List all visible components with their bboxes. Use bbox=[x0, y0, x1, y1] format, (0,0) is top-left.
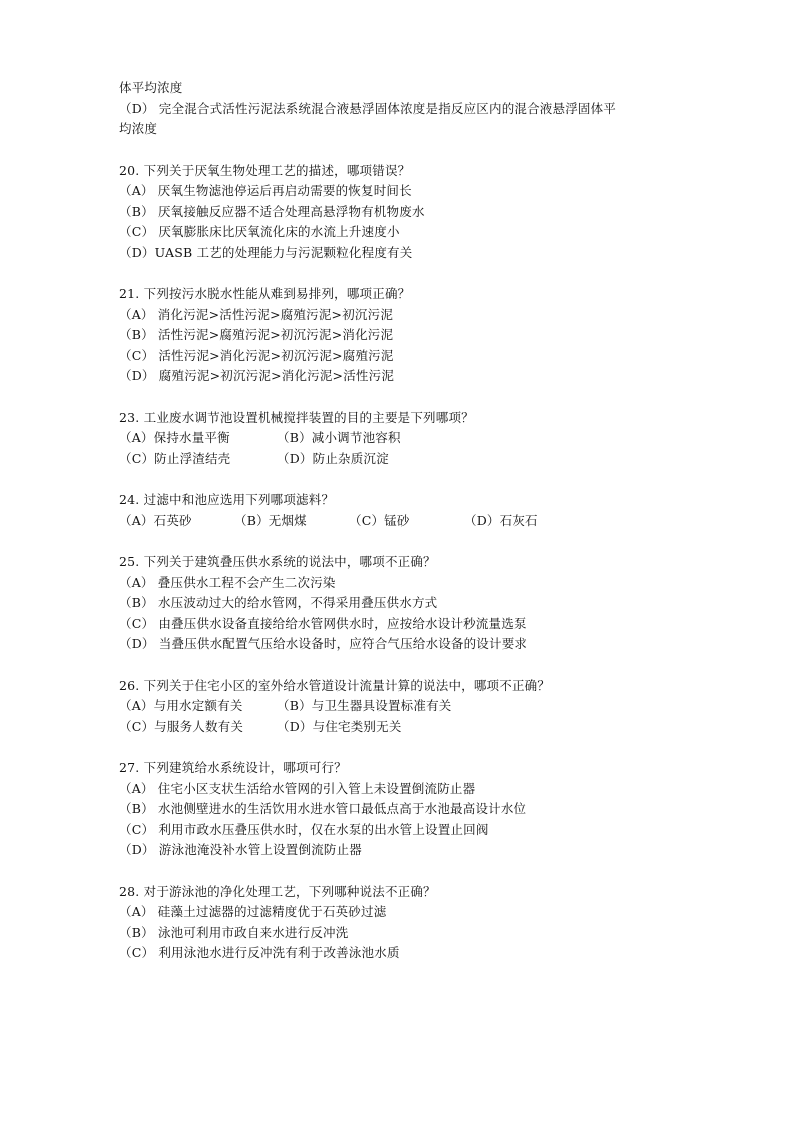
spacer bbox=[119, 655, 679, 676]
question-option: （B）减小调节池容积 bbox=[277, 430, 401, 445]
question-option: （C）与服务人数有关 bbox=[119, 718, 244, 734]
question-option: （C） 利用市政水压叠压供水时，仅在水泵的出水管上设置止回阀 bbox=[119, 821, 489, 837]
option-row bbox=[119, 696, 679, 717]
question-option: （B） 水池侧壁进水的生活饮用水进水管口最低点高于水池最高设计水位 bbox=[119, 801, 527, 816]
spacer bbox=[119, 861, 679, 882]
question-option: （D）UASB 工艺的处理能力与污泥颗粒化程度有关 bbox=[119, 244, 413, 260]
question-stem: 21. 下列按污水脱水性能从难到易排列，哪项正确？ bbox=[119, 286, 411, 301]
question-option: （B）无烟煤 bbox=[234, 512, 307, 528]
question-stem: 27. 下列建筑给水系统设计，哪项可行？ bbox=[119, 760, 347, 775]
question-stem: 23. 工业废水调节池设置机械搅拌装置的目的主要是下列哪项？ bbox=[119, 409, 474, 425]
question-option: （A） 叠压供水工程不会产生二次污染 bbox=[119, 574, 336, 590]
question-option: （B） 水压波动过大的给水管网，不得采用叠压供水方式 bbox=[119, 595, 438, 610]
document-body bbox=[119, 78, 679, 964]
question-option: （A） 消化污泥>活性污泥>腐殖污泥>初沉污泥 bbox=[119, 306, 394, 322]
question-option: （D） 腐殖污泥>初沉污泥>消化污泥>活性污泥 bbox=[119, 368, 395, 383]
option-row bbox=[119, 449, 679, 470]
option-row bbox=[119, 511, 679, 532]
question-option: （D）与住宅类别无关 bbox=[277, 718, 402, 734]
question-option: （B）与卫生器具设置标准有关 bbox=[277, 698, 452, 713]
question-option: （C）防止浮渣结壳 bbox=[119, 450, 231, 466]
question-option: （D） 游泳池淹没补水管上设置倒流防止器 bbox=[119, 842, 362, 857]
question-stem: 26. 下列关于住宅小区的室外给水管道设计流量计算的说法中，哪项不正确？ bbox=[119, 677, 551, 693]
option-row bbox=[119, 428, 679, 449]
spacer bbox=[119, 387, 679, 408]
question-option: （D） 当叠压供水配置气压给水设备时，应符合气压给水设备的设计要求 bbox=[119, 636, 528, 651]
question-option: （B） 厌氧接触反应器不适合处理高悬浮物有机物废水 bbox=[119, 203, 425, 219]
question-option: （B） 活性污泥>腐殖污泥>初沉污泥>消化污泥 bbox=[119, 327, 394, 342]
question-option: （A）与用水定额有关 bbox=[119, 698, 243, 713]
question-option: （A） 厌氧生物滤池停运后再启动需要的恢复时间长 bbox=[119, 183, 412, 198]
question-stem: 24. 过滤中和池应选用下列哪项滤料？ bbox=[119, 492, 335, 507]
question-option: （A）保持水量平衡 bbox=[119, 430, 230, 445]
question-option: （A）石英砂 bbox=[119, 512, 192, 528]
question-stem: 28. 对于游泳池的净化处理工艺，下列哪种说法不正确？ bbox=[119, 883, 436, 899]
question-option: （A） 硅藻土过滤器的过滤精度优于石英砂过滤 bbox=[119, 904, 387, 919]
spacer bbox=[119, 737, 679, 758]
question-option: （D）石灰石 bbox=[464, 512, 538, 528]
question-option: （C） 厌氧膨胀床比厌氧流化床的水流上升速度小 bbox=[119, 224, 400, 239]
question-option: （B） 泳池可利用市政自来水进行反冲洗 bbox=[119, 924, 349, 940]
question-option: （D）防止杂质沉淀 bbox=[277, 450, 389, 466]
continuation-text: 均浓度 bbox=[119, 121, 158, 136]
question-option: （C） 由叠压供水设备直接给给水管网供水时，应按给水设计秒流量选泵 bbox=[119, 615, 527, 631]
continuation-text: （D） 完全混合式活性污泥法系统混合液悬浮固体浓度是指反应区内的混合液悬浮固体平 bbox=[119, 100, 616, 116]
question-stem: 20. 下列关于厌氧生物处理工艺的描述，哪项错误？ bbox=[119, 162, 411, 178]
question-option: （C） 活性污泥>消化污泥>初沉污泥>腐殖污泥 bbox=[119, 347, 394, 363]
question-option: （C） 利用泳池水进行反冲洗有利于改善泳池水质 bbox=[119, 945, 400, 960]
spacer bbox=[119, 263, 679, 284]
question-option: （C）锰砂 bbox=[349, 512, 410, 528]
spacer bbox=[119, 140, 679, 161]
question-stem: 25. 下列关于建筑叠压供水系统的说法中，哪项不正确？ bbox=[119, 554, 436, 569]
continuation-text: 体平均浓度 bbox=[119, 80, 183, 95]
spacer bbox=[119, 531, 679, 552]
option-row bbox=[119, 717, 679, 738]
spacer bbox=[119, 469, 679, 490]
question-option: （A） 住宅小区支状生活给水管网的引入管上未设置倒流防止器 bbox=[119, 780, 476, 796]
